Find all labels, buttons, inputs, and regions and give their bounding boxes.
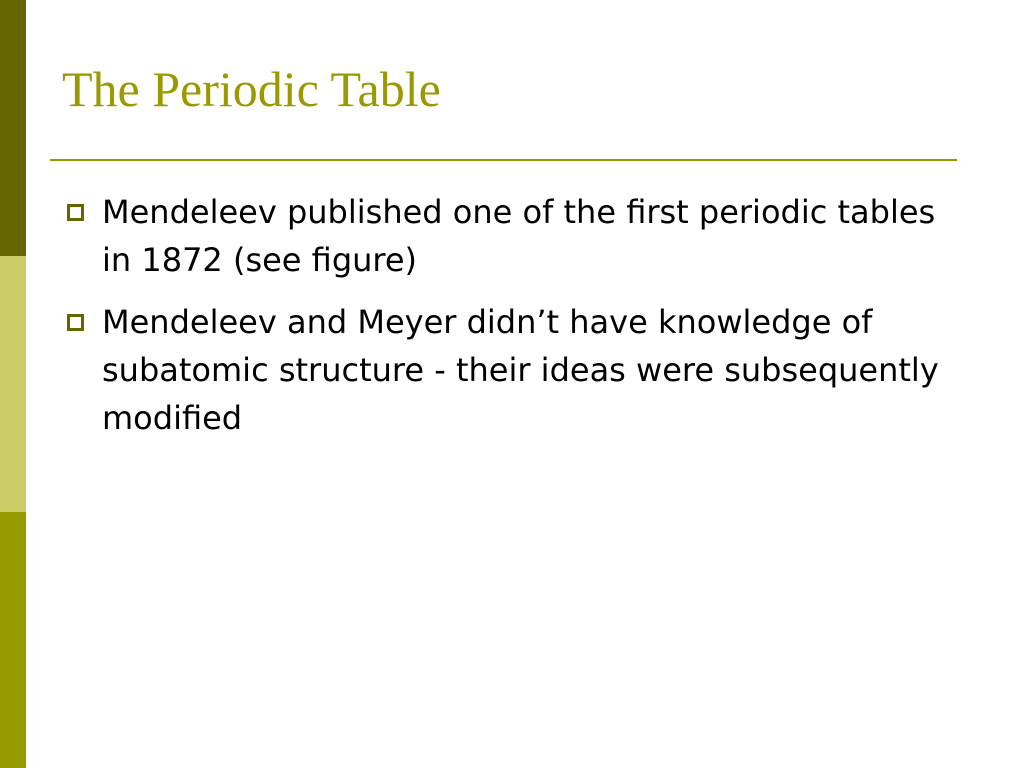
slide-title: The Periodic Table: [62, 61, 441, 117]
bullet-text: Mendeleev and Meyer didn’t have knowledge of subatomic structure - their ideas were subsequently modified: [102, 303, 939, 437]
bullet-text: Mendeleev published one of the first periodic tables in 1872 (see figure): [102, 193, 936, 279]
side-bar-light: [0, 256, 26, 512]
bullet-item: [64, 188, 944, 284]
bullet-item: [64, 298, 944, 442]
side-bar-dark: [0, 0, 26, 256]
title-divider: [50, 159, 957, 161]
hollow-square-icon: [67, 314, 84, 331]
bullet-list: [64, 188, 944, 456]
hollow-square-icon: [67, 204, 84, 221]
side-bar-accent: [0, 512, 26, 768]
